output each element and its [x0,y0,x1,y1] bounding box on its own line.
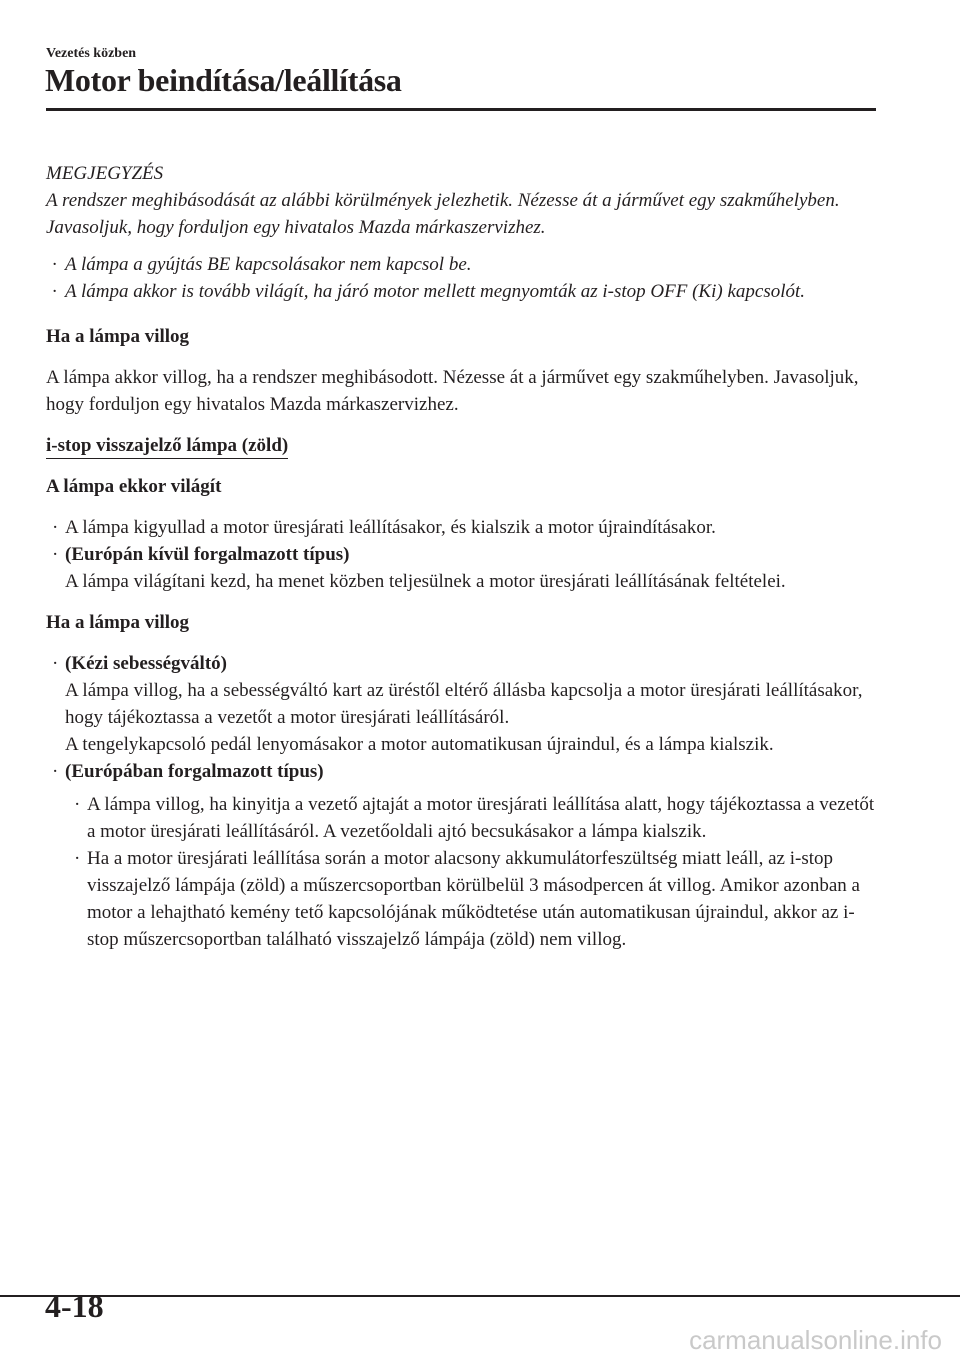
title-divider [46,108,876,111]
istop-heading: i-stop visszajelző lámpa (zöld) [46,435,288,459]
lit-bullet [46,514,886,541]
watermark: carmanualsonline.info [689,1325,942,1355]
footer-divider [0,1295,960,1297]
manual-label: (Kézi sebességváltó) [65,653,227,674]
note-block [46,160,886,305]
note-bullet [46,251,886,278]
note-bullet [46,278,886,305]
page-title: Motor beindítása/leállítása [45,62,402,98]
bullet-dot: · [52,254,57,275]
bullet-dot: · [52,761,59,782]
note-bullet-text: A lámpa akkor is tovább világít, ha járó motor mellett megnyomták az i-stop OFF (Ki) kapcsolót. [65,281,806,302]
note-bullet-text: A lámpa a gyújtás BE kapcsolásakor nem kapcsol be. [65,254,472,275]
europe-sub-text: Ha a motor üresjárati leállítása során a motor alacsony akkumulátorfeszültség miatt leáll, az i-stop visszajelző lámpája (zöld) a műszercsoportban körülbelül 3 másodpercen át villog. Amikor azonban a motor a lehajtható kemény tető kapcsolójának működtetése után automatikusan újraindul, akkor az i-stop műszercsoportban található visszajelző lámpája (zöld) nem villog. [87,848,860,950]
note-heading: MEGJEGYZÉS [46,163,164,184]
manual-text: A lámpa villog, ha a sebességváltó kart az üréstől eltérő állásba kapcsolja a motor üresjárati leállításakor, hogy tájékoztassa a vezetőt a motor üresjárati leállításáról. [65,680,863,728]
section-label: Vezetés közben [46,46,137,61]
blink-heading: Ha a lámpa villog [46,612,190,633]
manual-text: A tengelykapcsoló pedál lenyomásakor a motor automatikusan újraindul, és a lámpa kialszik. [65,734,774,755]
europe-sub-bullet [46,791,886,845]
blink-bullet [46,758,886,785]
bullet-dot: · [52,544,59,565]
lit-heading: A lámpa ekkor világít [46,476,222,497]
europe-sub-bullet [46,845,886,953]
page-content [46,160,886,953]
bullet-dot: · [52,281,57,302]
europe-label: (Európában forgalmazott típus) [65,761,324,782]
lit-bullet-label: (Európán kívül forgalmazott típus) [65,544,350,565]
istop-heading-wrap [46,432,886,459]
page-number: 4-18 [45,1288,104,1324]
lit-bullet [46,541,886,595]
bullet-dot: · [52,517,59,538]
bullet-dot: · [74,794,81,815]
blinking-heading: Ha a lámpa villog [46,326,190,347]
bullet-dot: · [52,653,59,674]
note-text: A rendszer meghibásodását az alábbi körülmények jelezhetik. Nézesse át a járművet egy szakműhelyben. Javasoljuk, hogy forduljon egy hivatalos Mazda márkaszervizhez. [46,190,840,238]
europe-sub-text: A lámpa villog, ha kinyitja a vezető ajtaját a motor üresjárati leállítása alatt, hogy tájékoztassa a vezetőt a motor üresjárati leállításáról. A vezetőoldali ajtó becsukásakor a lámpa kialszik. [87,794,875,842]
blink-bullet [46,650,886,758]
lit-bullet-text: A lámpa kigyullad a motor üresjárati leállításakor, és kialszik a motor újraindításakor. [65,517,716,538]
bullet-dot: · [74,848,81,869]
blinking-text: A lámpa akkor villog, ha a rendszer meghibásodott. Nézesse át a járművet egy szakműhelyben. Javasoljuk, hogy forduljon egy hivatalos Mazda márkaszervizhez. [46,367,859,415]
lit-bullet-text: A lámpa világítani kezd, ha menet közben teljesülnek a motor üresjárati leállításának feltételei. [65,571,786,592]
